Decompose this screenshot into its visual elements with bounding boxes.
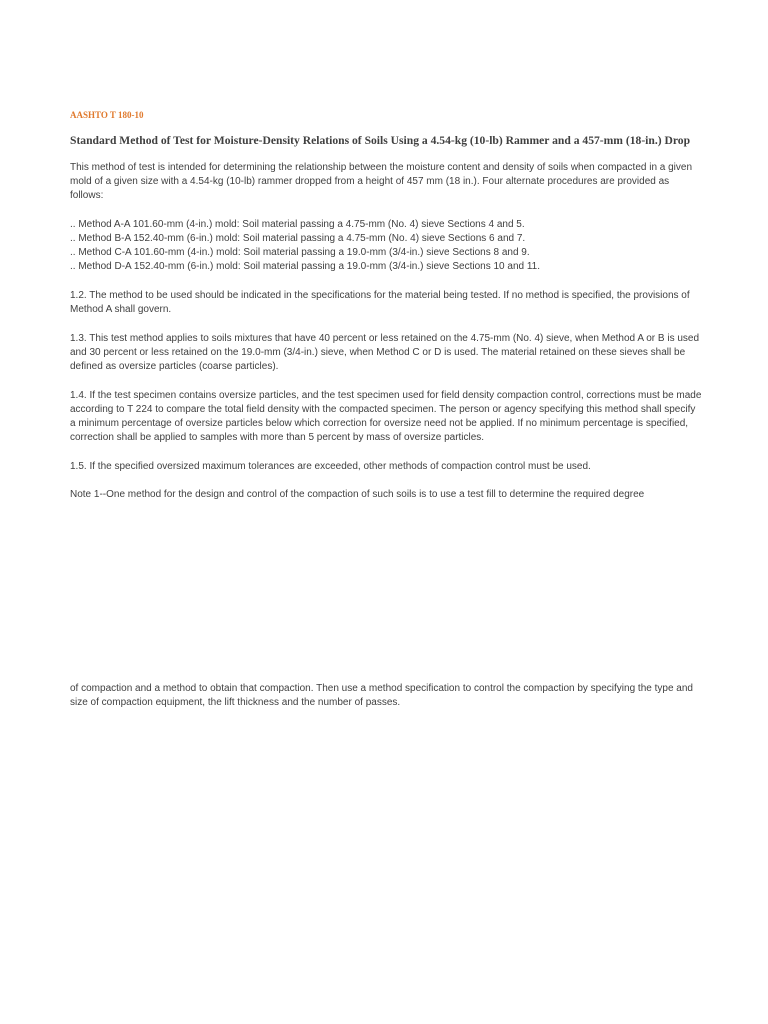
- list-item: .. Method B-A 152.40-mm (6-in.) mold: Soil material passing a 4.75-mm (No. 4) sieve Sections 6 and 7.: [70, 233, 526, 244]
- note-1-part-2: of compaction and a method to obtain that compaction. Then use a method specification to control the compaction by specifying the type and size of compaction equipment, the lift thickness and the number of passes.: [70, 683, 693, 708]
- section-1-3: 1.3. This test method applies to soils mixtures that have 40 percent or less retained on the 4.75-mm (No. 4) sieve, when Method A or B is used and 30 percent or less retained on the 19.0-mm (3/4-in.) sieve, when Method C or D is used. The material retained on these sieves shall be defined as oversize particles (coarse particles).: [70, 333, 700, 372]
- list-item: .. Method A-A 101.60-mm (4-in.) mold: Soil material passing a 4.75-mm (No. 4) sieve Sections 4 and 5.: [70, 219, 525, 230]
- section-1-5: 1.5. If the specified oversized maximum tolerances are exceeded, other methods of compaction control must be used.: [70, 461, 591, 472]
- standard-code: AASHTO T 180-10: [70, 110, 144, 120]
- note-1-part-1: Note 1--One method for the design and control of the compaction of such soils is to use a test fill to determine the required degree: [70, 489, 645, 500]
- section-1-2: 1.2. The method to be used should be indicated in the specifications for the material being tested. If no method is specified, the provisions of Method A shall govern.: [70, 290, 690, 315]
- intro-paragraph: This method of test is intended for determining the relationship between the moisture content and density of soils when compacted in a given mold of a given size with a 4.54-kg (10-lb) rammer dropped from a height of 457 mm (18 in.). Four alternate procedures are provided as follows:: [70, 162, 693, 201]
- methods-list: [70, 218, 702, 274]
- list-item: .. Method D-A 152.40-mm (6-in.) mold: Soil material passing a 19.0-mm (3/4-in.) sieve Sections 10 and 11.: [70, 261, 541, 272]
- section-1-4: 1.4. If the test specimen contains oversize particles, and the test specimen used for field density compaction control, corrections must be made according to T 224 to compare the total field density with the compacted specimen. The person or agency specifying this method shall specify a minimum percentage of oversize particles below which correction for oversize need not be applied. If no minimum percentage is specified, correction shall be applied to samples with more than 5 percent by mass of oversize particles.: [70, 390, 702, 443]
- document-title: Standard Method of Test for Moisture-Density Relations of Soils Using a 4.54-kg (10-lb) Rammer and a 457-mm (18-in.) Drop: [70, 134, 691, 147]
- list-item: .. Method C-A 101.60-mm (4-in.) mold: Soil material passing a 19.0-mm (3/4-in.) sieve Sections 8 and 9.: [70, 247, 530, 258]
